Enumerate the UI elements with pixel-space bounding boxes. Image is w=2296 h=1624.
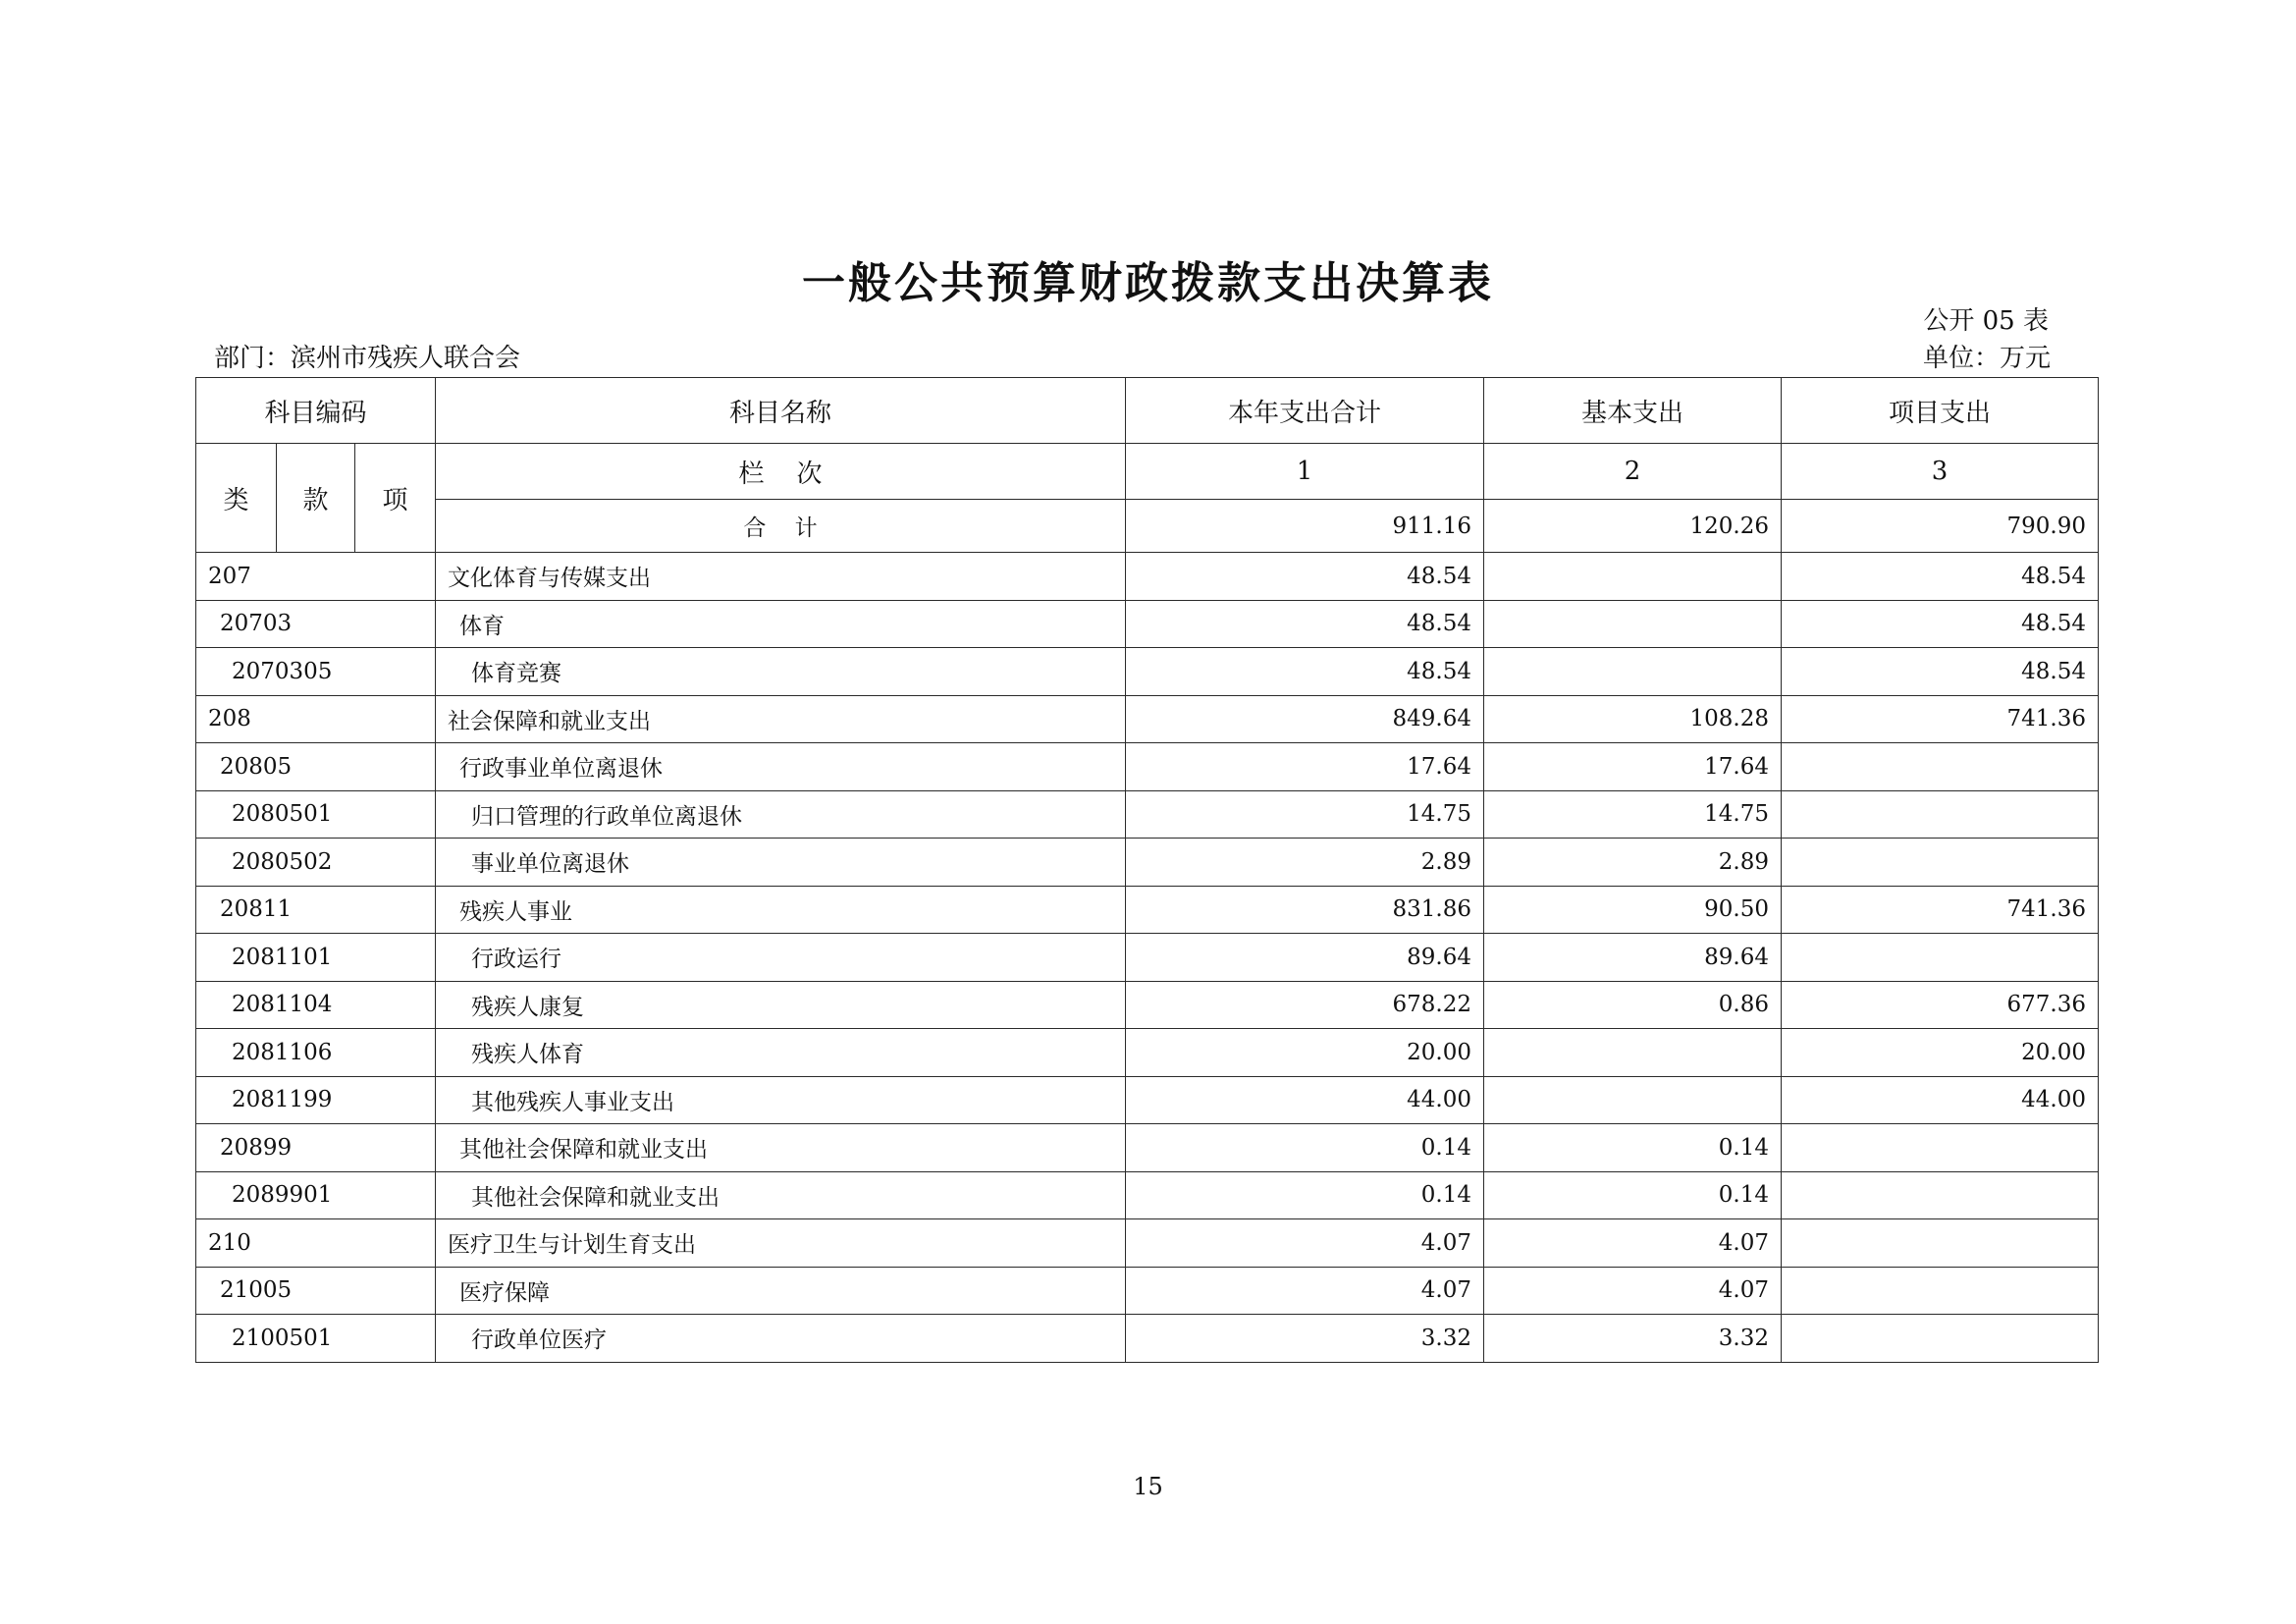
table-row	[196, 1171, 2099, 1219]
subject-name: 残疾人康复	[471, 994, 585, 1020]
row-total: 14.75	[1126, 790, 1484, 839]
table-row	[196, 648, 2099, 696]
row-total: 17.64	[1126, 743, 1484, 791]
table-row	[196, 1219, 2099, 1268]
header-total: 本年支出合计	[1126, 378, 1484, 444]
table-row	[196, 839, 2099, 887]
subject-code: 2080501	[232, 801, 333, 828]
table-row	[196, 1315, 2099, 1363]
row-basic: 90.50	[1484, 886, 1782, 934]
row-code	[196, 1171, 436, 1219]
table-row	[196, 1267, 2099, 1315]
header-xiang: 项	[355, 444, 436, 553]
subject-code: 2081106	[232, 1039, 333, 1065]
row-basic	[1484, 648, 1782, 696]
row-basic	[1484, 1029, 1782, 1077]
header-basic: 基本支出	[1484, 378, 1782, 444]
row-code	[196, 743, 436, 791]
subject-code: 2070305	[232, 658, 333, 684]
budget-table	[195, 377, 2099, 1363]
row-name	[436, 1171, 1126, 1219]
row-basic: 0.14	[1484, 1124, 1782, 1172]
subject-code: 2100501	[232, 1325, 333, 1351]
column-number-2: 2	[1484, 444, 1782, 500]
row-project	[1782, 790, 2099, 839]
header-name: 科目名称	[436, 378, 1126, 444]
subject-name: 体育	[459, 613, 506, 639]
row-name	[436, 1315, 1126, 1363]
row-total: 0.14	[1126, 1124, 1484, 1172]
subject-name: 其他残疾人事业支出	[471, 1089, 675, 1115]
row-name	[436, 553, 1126, 601]
table-row	[196, 934, 2099, 982]
sum-basic: 120.26	[1484, 500, 1782, 553]
row-code	[196, 1219, 436, 1268]
row-project	[1782, 934, 2099, 982]
subject-code: 2081101	[232, 944, 333, 970]
row-code	[196, 1267, 436, 1315]
page-title: 一般公共预算财政拨款支出决算表	[802, 258, 1494, 308]
row-name	[436, 648, 1126, 696]
subject-code: 20805	[220, 753, 293, 780]
row-project: 741.36	[1782, 695, 2099, 743]
row-code	[196, 1124, 436, 1172]
subject-name: 其他社会保障和就业支出	[471, 1184, 721, 1211]
page-number: 15	[1133, 1473, 1163, 1500]
department-label: 部门：滨州市残疾人联合会	[214, 344, 521, 373]
row-basic: 17.64	[1484, 743, 1782, 791]
sum-project: 790.90	[1782, 500, 2099, 553]
row-name	[436, 934, 1126, 982]
header-project: 项目支出	[1782, 378, 2099, 444]
row-name	[436, 743, 1126, 791]
subject-name: 归口管理的行政单位离退休	[471, 803, 743, 830]
row-project: 48.54	[1782, 648, 2099, 696]
subject-name: 残疾人体育	[471, 1042, 585, 1068]
column-number-label: 栏 次	[436, 444, 1126, 500]
row-total: 44.00	[1126, 1076, 1484, 1124]
table-row	[196, 790, 2099, 839]
row-code	[196, 695, 436, 743]
row-project	[1782, 1315, 2099, 1363]
table-row	[196, 1029, 2099, 1077]
table-row	[196, 1076, 2099, 1124]
row-project	[1782, 1171, 2099, 1219]
subject-name: 社会保障和就业支出	[448, 708, 652, 734]
row-basic	[1484, 553, 1782, 601]
row-total: 3.32	[1126, 1315, 1484, 1363]
header-kuan: 款	[277, 444, 355, 553]
sum-label: 合 计	[436, 500, 1126, 553]
table-row	[196, 695, 2099, 743]
sum-row	[196, 500, 2099, 553]
subject-name: 文化体育与传媒支出	[448, 566, 652, 592]
row-code	[196, 553, 436, 601]
row-project: 20.00	[1782, 1029, 2099, 1077]
column-number-3: 3	[1782, 444, 2099, 500]
sum-total: 911.16	[1126, 500, 1484, 553]
row-project: 48.54	[1782, 553, 2099, 601]
subject-name: 行政单位医疗	[471, 1327, 608, 1354]
row-basic: 108.28	[1484, 695, 1782, 743]
row-basic: 0.86	[1484, 981, 1782, 1029]
row-total: 4.07	[1126, 1267, 1484, 1315]
row-name	[436, 1219, 1126, 1268]
subject-code: 2089901	[232, 1182, 333, 1209]
subject-code: 20811	[220, 896, 293, 923]
row-name	[436, 1124, 1126, 1172]
row-basic: 14.75	[1484, 790, 1782, 839]
subject-code: 21005	[220, 1277, 293, 1304]
row-total: 48.54	[1126, 648, 1484, 696]
row-name	[436, 1029, 1126, 1077]
subject-name: 事业单位离退休	[471, 851, 630, 878]
row-name	[436, 1076, 1126, 1124]
row-project	[1782, 743, 2099, 791]
row-total: 20.00	[1126, 1029, 1484, 1077]
row-code	[196, 886, 436, 934]
row-project	[1782, 1219, 2099, 1268]
row-code	[196, 790, 436, 839]
subject-name: 医疗保障	[459, 1279, 551, 1306]
header-code: 科目编码	[196, 378, 436, 444]
row-basic: 4.07	[1484, 1267, 1782, 1315]
column-number-row	[196, 444, 2099, 500]
row-name	[436, 1267, 1126, 1315]
table-row	[196, 743, 2099, 791]
row-code	[196, 1315, 436, 1363]
row-name	[436, 695, 1126, 743]
table-row	[196, 1124, 2099, 1172]
row-project	[1782, 839, 2099, 887]
row-project: 44.00	[1782, 1076, 2099, 1124]
row-basic	[1484, 600, 1782, 648]
row-code	[196, 1076, 436, 1124]
form-id: 公开 05 表	[1923, 306, 2049, 336]
subject-name: 其他社会保障和就业支出	[459, 1137, 709, 1164]
row-project: 741.36	[1782, 886, 2099, 934]
row-total: 678.22	[1126, 981, 1484, 1029]
column-number-1: 1	[1126, 444, 1484, 500]
subject-name: 医疗卫生与计划生育支出	[448, 1232, 697, 1259]
row-name	[436, 981, 1126, 1029]
row-name	[436, 790, 1126, 839]
row-basic: 89.64	[1484, 934, 1782, 982]
row-project	[1782, 1267, 2099, 1315]
row-total: 89.64	[1126, 934, 1484, 982]
row-code	[196, 1029, 436, 1077]
row-total: 831.86	[1126, 886, 1484, 934]
subject-code: 208	[208, 706, 251, 732]
subject-name: 行政运行	[471, 947, 562, 973]
row-code	[196, 648, 436, 696]
row-total: 2.89	[1126, 839, 1484, 887]
row-total: 0.14	[1126, 1171, 1484, 1219]
subject-code: 2081199	[232, 1087, 333, 1113]
row-code	[196, 981, 436, 1029]
row-total: 48.54	[1126, 553, 1484, 601]
row-code	[196, 934, 436, 982]
row-basic: 0.14	[1484, 1171, 1782, 1219]
table-row	[196, 886, 2099, 934]
table-row	[196, 981, 2099, 1029]
row-name	[436, 600, 1126, 648]
subject-code: 20703	[220, 611, 293, 637]
row-basic: 2.89	[1484, 839, 1782, 887]
subject-code: 207	[208, 563, 251, 589]
row-code	[196, 839, 436, 887]
row-basic	[1484, 1076, 1782, 1124]
table-row	[196, 553, 2099, 601]
row-project	[1782, 1124, 2099, 1172]
subject-name: 体育竞赛	[471, 661, 562, 687]
subject-code: 2080502	[232, 848, 333, 875]
header-row	[196, 378, 2099, 444]
row-basic: 4.07	[1484, 1219, 1782, 1268]
subject-name: 残疾人事业	[459, 898, 573, 925]
table-row	[196, 600, 2099, 648]
row-total: 849.64	[1126, 695, 1484, 743]
subject-name: 行政事业单位离退休	[459, 756, 664, 783]
header-lei: 类	[196, 444, 277, 553]
row-project: 48.54	[1782, 600, 2099, 648]
row-total: 48.54	[1126, 600, 1484, 648]
subject-code: 20899	[220, 1134, 293, 1161]
row-project: 677.36	[1782, 981, 2099, 1029]
row-name	[436, 886, 1126, 934]
subject-code: 2081104	[232, 992, 333, 1018]
row-total: 4.07	[1126, 1219, 1484, 1268]
row-basic: 3.32	[1484, 1315, 1782, 1363]
unit-label: 单位：万元	[1922, 344, 2051, 373]
row-name	[436, 839, 1126, 887]
row-code	[196, 600, 436, 648]
subject-code: 210	[208, 1229, 251, 1256]
